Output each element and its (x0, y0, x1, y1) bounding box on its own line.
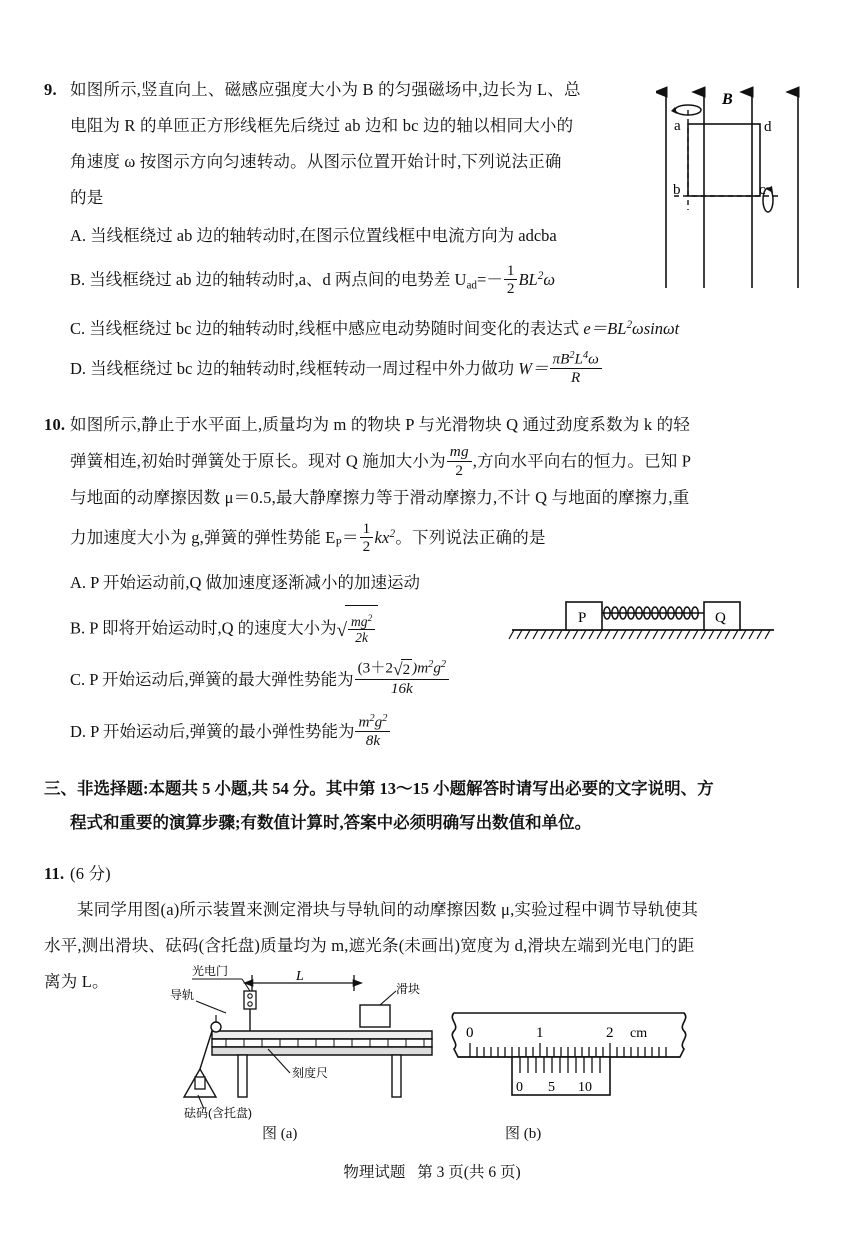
question-10-stem-line-1 (44, 407, 806, 443)
numerator-part-2: L (574, 350, 583, 368)
label-B-field: B (722, 91, 733, 108)
fraction-denominator: 2 (362, 538, 371, 556)
label-photogate: 光电门 (192, 965, 229, 978)
section-heading (44, 772, 806, 840)
pulley (211, 1022, 221, 1032)
footer-page-number: 第 3 页(共 6 页) (417, 1164, 521, 1181)
question-9-option-c[interactable] (44, 305, 806, 349)
fraction-numerator: mg (447, 443, 472, 461)
numerator-exp-1: 2 (369, 713, 375, 725)
fraction-denominator: 16k (390, 680, 413, 698)
numerator-part-3: g (433, 659, 441, 677)
fraction-numerator (550, 350, 602, 369)
fraction-denominator: 2 (506, 280, 515, 298)
pulley-string (200, 1031, 212, 1069)
question-10-stem-line-3 (44, 480, 806, 516)
main-scale-body (452, 1013, 685, 1057)
track-bottom (212, 1047, 432, 1055)
ground-hatching (509, 630, 770, 639)
question-11-line-1 (44, 892, 806, 928)
option-b-omega: ω (543, 270, 555, 290)
fraction-denominator: R (571, 369, 581, 387)
main-scale-label-1: 1 (536, 1025, 544, 1041)
ep-expression: kx (374, 528, 390, 548)
option-d-fraction (550, 350, 602, 387)
question-9-stem-text-3: 角速度 ω 按图示方向匀速转动。从图示位置开始计时,下列说法正确 (70, 152, 562, 171)
rotation-arrowhead-right (766, 186, 773, 193)
option-b-sqrt (337, 605, 379, 654)
question-10-stem-line-4 (44, 516, 806, 561)
leader-photogate-2 (242, 979, 250, 991)
table-leg-left (238, 1055, 247, 1097)
question-10-option-d[interactable] (44, 706, 806, 758)
numerator-exp-2: 2 (440, 659, 447, 671)
square-loop (688, 124, 760, 196)
question-11-header (44, 856, 806, 892)
track-scale-strip (212, 1039, 432, 1047)
leader-slider (380, 991, 396, 1005)
radical-symbol: √ (392, 659, 403, 680)
label-L: L (296, 969, 304, 984)
figure-a-caption: 图 (a) (262, 1126, 298, 1142)
figure-block-spring (508, 588, 778, 646)
numerator-part-1: πB (552, 350, 570, 368)
label-weights: 砝码(含托盘) (184, 1106, 252, 1120)
question-9-stem-text-4: 的是 (70, 188, 104, 207)
option-b-fraction (504, 262, 518, 298)
section-heading-text-2: 程式和重要的演算步骤;有数值计算时,答案中必须明确写出数值和单位。 (70, 813, 592, 833)
option-b-equals: =－ (477, 270, 503, 290)
question-10-stem-text-4: 力加速度大小为 g,弹簧的弹性势能 E (70, 528, 336, 548)
numerator-exp-2: 4 (582, 350, 589, 362)
ep-equals: ＝ (341, 528, 359, 548)
main-scale-label-2: 2 (606, 1025, 614, 1041)
option-b-text: B. 当线框绕过 ab 边的轴转动时,a、d 两点间的电势差 U (70, 270, 467, 290)
option-d-fraction (355, 713, 390, 750)
option-c-tail: ωsinωt (632, 319, 680, 339)
question-10-stem-text-2b: ,方向水平向右的恒力。已知 P (472, 452, 692, 472)
fraction-denominator: 8k (365, 732, 381, 750)
option-c-exponent: 2 (626, 319, 633, 332)
question-9-number: 9. (44, 80, 57, 99)
label-d: d (764, 119, 772, 135)
question-10-stem-text-2: 弹簧相连,初始时弹簧处于原长。现对 Q 施加大小为 (70, 452, 446, 472)
label-c: c (759, 182, 766, 198)
label-ruler: 刻度尺 (292, 1066, 329, 1080)
numerator-text: mg (351, 613, 368, 629)
numerator-part-1: m (358, 713, 370, 731)
numerator-exp-1: 2 (569, 350, 575, 362)
option-d-text: D. P 开始运动后,弹簧的最小弹性势能为 (70, 722, 355, 742)
question-9-stem-text-1: 如图所示,竖直向上、磁感应强度大小为 B 的匀强磁场中,边长为 L、总 (70, 80, 581, 99)
question-11-text-3: 离为 L。 (44, 972, 109, 992)
figure-b-caption: 图 (b) (505, 1126, 542, 1142)
fraction-denominator: 2k (355, 630, 368, 646)
label-a: a (674, 118, 681, 134)
question-10-stem-text-1: 如图所示,静止于水平面上,质量均为 m 的物块 P 与光滑物块 Q 通过劲度系数为 k 的轻 (70, 415, 691, 435)
radicand-fraction (348, 613, 375, 646)
question-9-option-d[interactable] (44, 349, 806, 389)
spring (602, 607, 704, 619)
question-10-option-c[interactable] (44, 654, 806, 706)
question-10-stem-text-3: 与地面的动摩擦因数 μ＝0.5,最大静摩擦力等于滑动摩擦力,不计 Q 与地面的摩擦力,重 (70, 488, 690, 508)
option-a-text: A. 当线框绕过 ab 边的轴转动时,在图示位置线框中电流方向为 adcba (70, 226, 557, 245)
section-heading-line-2 (44, 806, 806, 840)
page-footer (0, 1160, 864, 1182)
question-11-text-1: 某同学用图(a)所示装置来测定滑块与导轨间的动摩擦因数 μ,实验过程中调节导轨使其 (77, 900, 699, 920)
radicand (345, 605, 378, 653)
block-q-label: Q (715, 610, 726, 626)
section-heading-line-1 (44, 772, 806, 806)
block-spring-svg (508, 588, 778, 646)
numerator-exp-1: 2 (428, 659, 434, 671)
leader-rail (196, 1001, 226, 1013)
ep-subscript: P (335, 537, 342, 550)
main-scale-unit: cm (630, 1026, 648, 1041)
option-d-equals: W＝ (518, 359, 549, 379)
option-b-expression: BL (518, 270, 538, 290)
force-fraction (447, 443, 472, 479)
option-c-fraction (355, 659, 450, 698)
block-p-label: P (578, 610, 587, 626)
weight-pan (195, 1077, 205, 1089)
vernier-label-5: 5 (548, 1080, 555, 1095)
numerator-exp-2: 2 (382, 713, 388, 725)
radical-symbol: √ (336, 620, 348, 642)
vernier-label-0: 0 (516, 1080, 523, 1095)
ep-fraction (360, 520, 374, 556)
vernier-label-10: 10 (578, 1080, 592, 1095)
radicand: 2 (402, 661, 411, 679)
question-10 (44, 407, 806, 758)
label-rail: 导轨 (170, 988, 195, 1002)
ep-exponent: 2 (389, 528, 396, 541)
field-lines (666, 92, 798, 288)
apparatus-svg (164, 965, 444, 1135)
figure-b-vernier-caliper (444, 1005, 694, 1140)
numerator-part-3: ω (588, 350, 599, 368)
question-11-text-2: 水平,测出滑块、砝码(含托盘)质量均为 m,遮光条(未画出)宽度为 d,滑块左端到光电门的距 (44, 936, 695, 956)
option-b-text: B. P 即将开始运动时,Q 的速度大小为 (70, 618, 337, 638)
main-scale-label-0: 0 (466, 1025, 474, 1041)
question-10-stem-line-2 (44, 443, 806, 480)
label-slider: 滑块 (396, 982, 421, 996)
fraction-numerator (348, 613, 375, 631)
option-c-text: C. 当线框绕过 bc 边的轴转动时,线框中感应电动势随时间变化的表达式 (70, 319, 584, 339)
fraction-numerator: 1 (504, 262, 518, 280)
question-11-line-2 (44, 928, 806, 964)
figure-magnetic-field-loop (656, 76, 816, 294)
option-a-text: A. P 开始运动前,Q 做加速度逐渐减小的加速运动 (70, 573, 421, 593)
option-d-text: D. 当线框绕过 bc 边的轴转动时,线框转动一周过程中外力做功 (70, 359, 519, 379)
track-top (212, 1031, 432, 1039)
figure-a-apparatus (164, 965, 444, 1140)
vernier-caliper-svg (444, 1005, 694, 1135)
fraction-denominator: 2 (455, 461, 464, 479)
option-c-equation: e＝BL (583, 319, 627, 339)
section-heading-text-1: 三、非选择题:本题共 5 小题,共 54 分。其中第 13～15 小题解答时请写出必要的文字说明、方 (44, 779, 714, 799)
fraction-numerator: 1 (360, 520, 374, 538)
fraction-numerator (355, 713, 390, 732)
option-b-exponent: 2 (537, 270, 544, 282)
option-b-subscript: ad (466, 279, 478, 292)
figure-row-q11 (44, 965, 820, 1165)
vernier-slider-box (512, 1057, 610, 1095)
numerator-exp: 2 (367, 612, 373, 623)
numerator-part-2: g (374, 713, 383, 731)
option-c-text: C. P 开始运动后,弹簧的最大弹性势能为 (70, 670, 354, 690)
label-b: b (673, 182, 681, 198)
question-9-stem-text-2: 电阻为 R 的单匝正方形线框先后绕过 ab 边和 bc 边的轴以相同大小的 (70, 116, 574, 135)
question-11-number: 11. (44, 864, 65, 884)
numerator-part-1: (3＋2 (357, 659, 393, 677)
table-leg-right (392, 1055, 401, 1097)
magnetic-field-svg (656, 76, 816, 294)
question-11-points: (6 分) (70, 864, 111, 884)
numerator-part-2: )m (412, 659, 429, 677)
footer-subject: 物理试题 (343, 1164, 406, 1181)
question-10-number: 10. (44, 415, 66, 435)
ep-tail: 。下列说法正确的是 (395, 528, 546, 548)
fraction-numerator (355, 659, 450, 680)
sqrt-two (393, 659, 412, 679)
slider-block (360, 1005, 390, 1027)
